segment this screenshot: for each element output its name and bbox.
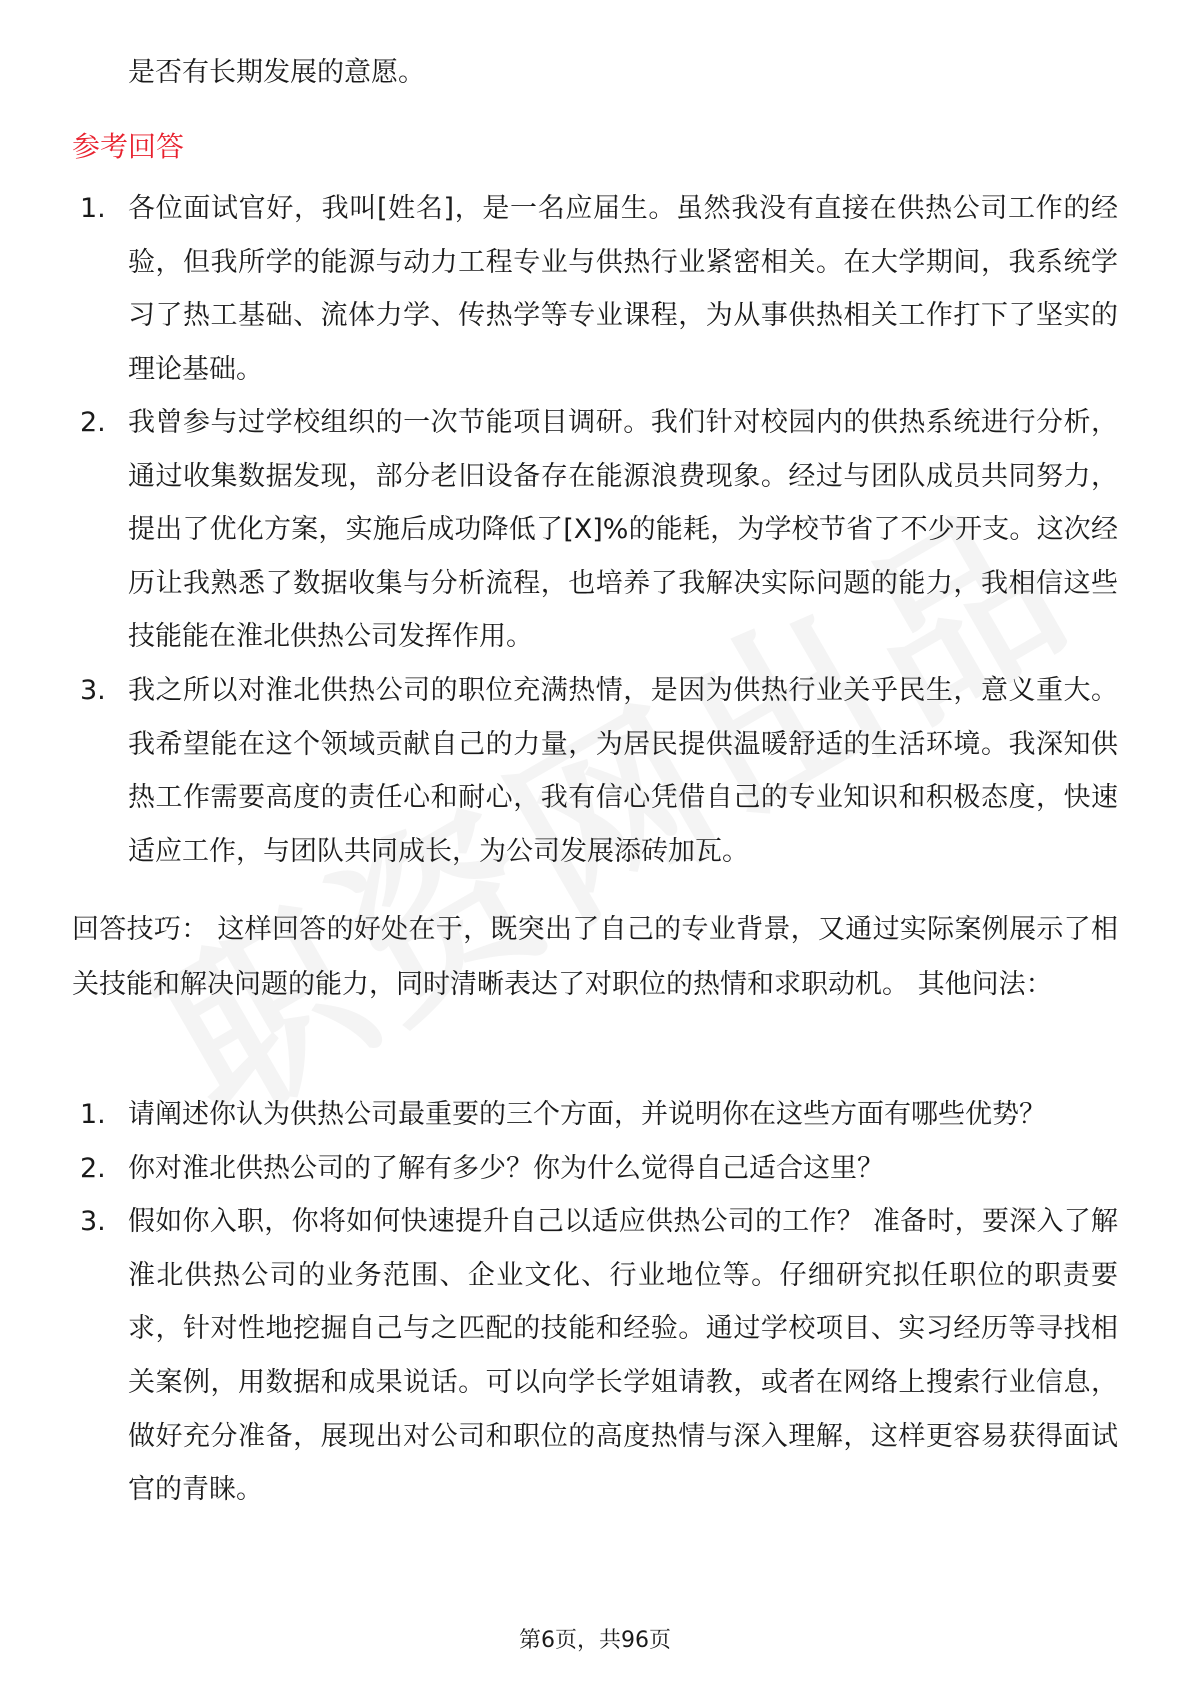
list-number: 2. (80, 1152, 106, 1184)
answer-text: 我曾参与过学校组织的一次节能项目调研。我们针对校园内的供热系统进行分析，通过收集数据发现，部分老旧设备存在能源浪费现象。经过与团队成员共同努力，提出了优化方案，实施后成功降低了[X]%的能耗，为学校节省了不少开支。这次经历让我熟悉了数据收集与分析流程，也培养了我解决实际问题的能力，我相信这些技能能在淮北供热公司发挥作用。 (128, 407, 1118, 653)
list-number: 1. (80, 1099, 106, 1130)
answer-text: 各位面试官好，我叫[姓名]，是一名应届生。虽然我没有直接在供热公司工作的经验，但我所学的能源与动力工程专业与供热行业紧密相关。在大学期间，我系统学习了热工基础、流体力学、传热学等专业课程，为从事供热相关工作打下了坚实的理论基础。 (128, 193, 1118, 385)
intro-continuation: 是否有长期发展的意愿。 (128, 57, 425, 88)
list-number: 3. (80, 675, 106, 706)
answer-tips: 回答技巧： 这样回答的好处在于，既突出了自己的专业背景，又通过实际案例展示了相关技能和解决问题的能力，同时清晰表达了对职位的热情和求职动机。 其他问法： (72, 914, 1118, 1000)
list-item (72, 1142, 1118, 1196)
page-footer: 第6页，共96页 (519, 1628, 671, 1653)
question-text: 假如你入职，你将如何快速提升自己以适应供热公司的工作？ 准备时，要深入了解淮北供热公司的业务范围、企业文化、行业地位等。仔细研究拟任职位的职责要求，针对性地挖掘自己与之匹配的技能和经验。通过学校项目、实习经历等寻找相关案例，用数据和成果说话。可以向学长学姐请教，或者在网络上搜索行业信息，做好充分准备，展现出对公司和职位的高度热情与深入理解，这样更容易获得面试官的青睐。 (128, 1206, 1118, 1506)
list-number: 2. (80, 407, 106, 438)
list-item (72, 1195, 1118, 1517)
answer-text: 我之所以对淮北供热公司的职位充满热情，是因为供热行业关乎民生，意义重大。我希望能在这个领域贡献自己的力量，为居民提供温暖舒适的生活环境。我深知供热工作需要高度的责任心和耐心，我有信心凭借自己的专业知识和积极态度，快速适应工作，与团队共同成长，为公司发展添砖加瓦。 (128, 675, 1118, 867)
question-text: 你对淮北供热公司的了解有多少？你为什么觉得自己适合这里？ (128, 1152, 884, 1184)
other-questions-list (72, 1088, 1118, 1517)
list-item (72, 396, 1118, 664)
list-item (72, 1088, 1118, 1142)
reference-answer-list (72, 182, 1118, 878)
reference-answer-title: 参考回答 (72, 130, 185, 163)
list-number: 1. (80, 193, 106, 224)
list-number: 3. (80, 1206, 106, 1238)
list-item (72, 182, 1118, 396)
list-item (72, 664, 1118, 878)
question-text: 请阐述你认为供热公司最重要的三个方面，并说明你在这些方面有哪些优势？ (128, 1099, 1046, 1130)
